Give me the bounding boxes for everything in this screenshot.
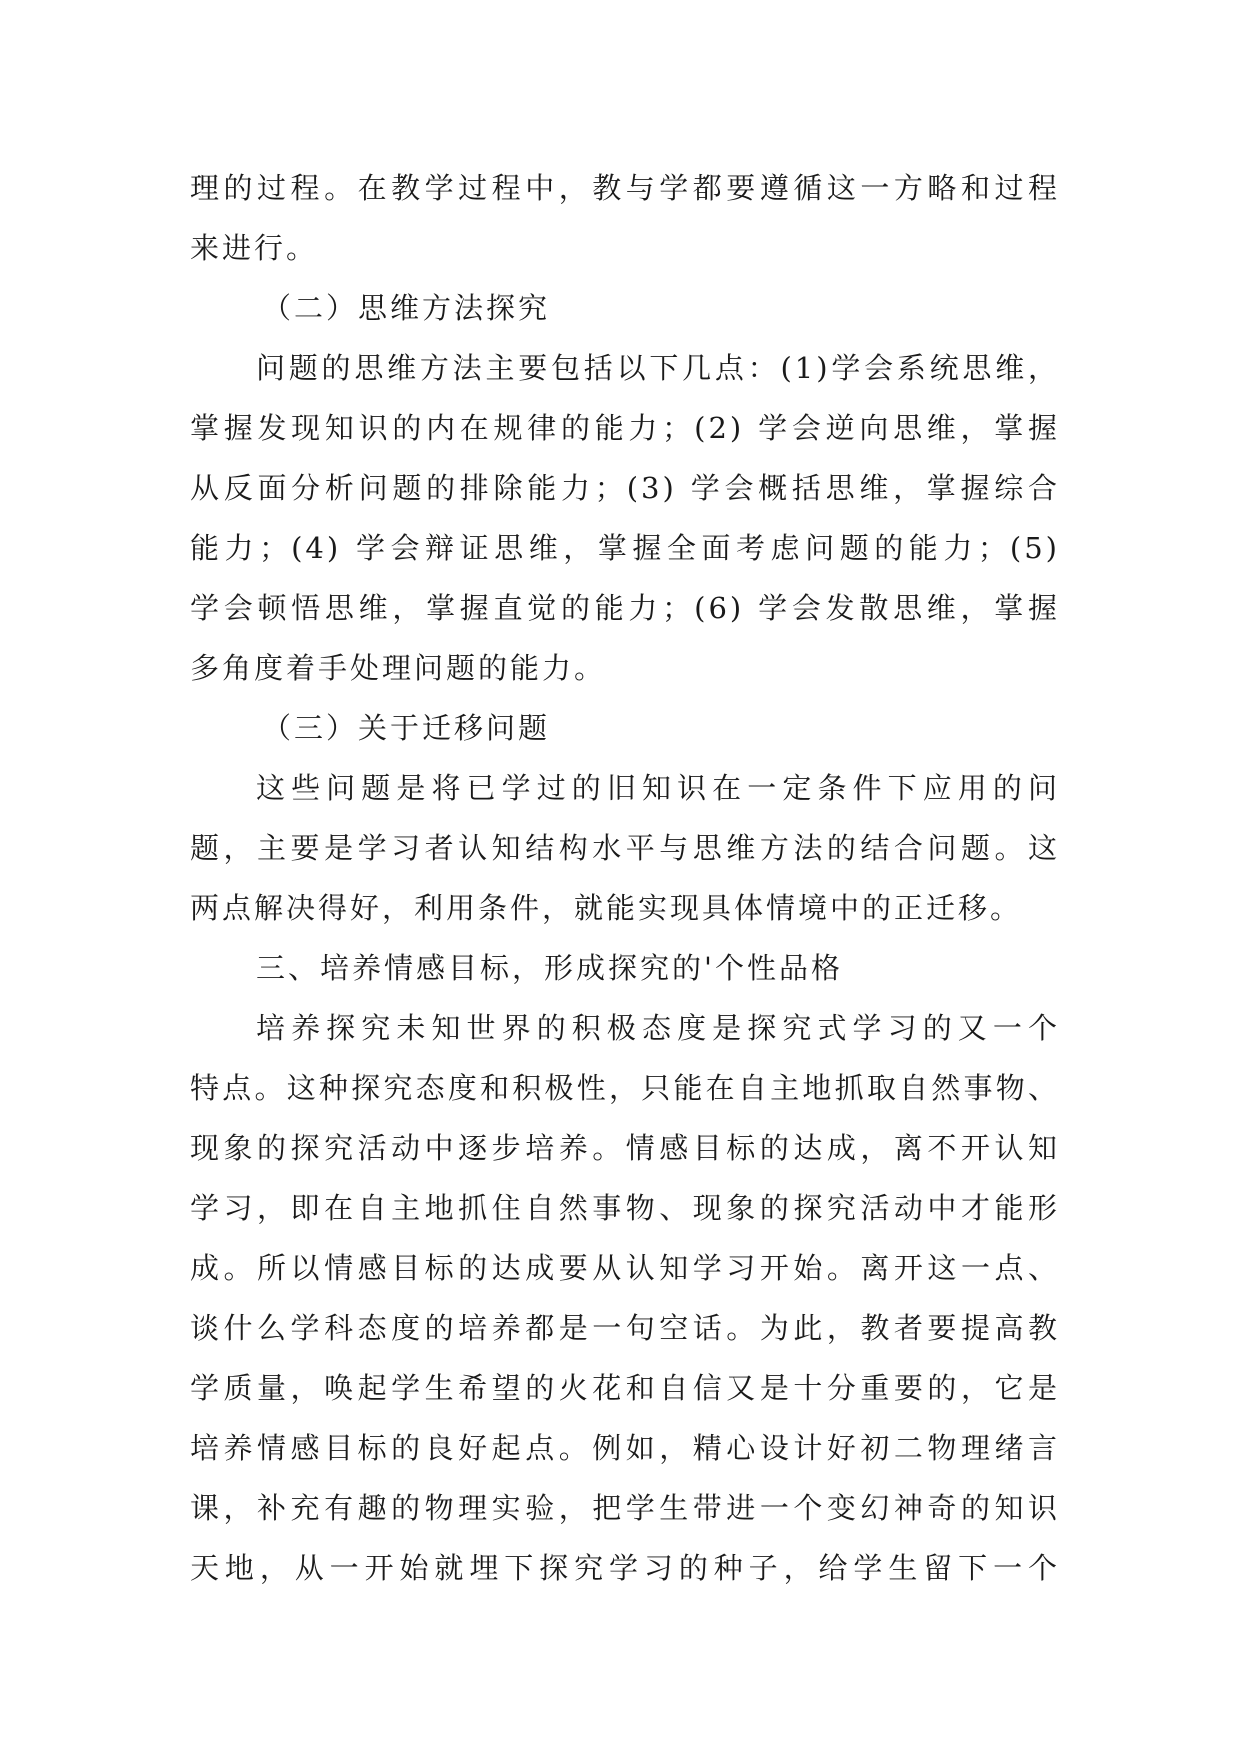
text-line: 来进行。 <box>190 231 319 265</box>
text-line: 多角度着手处理问题的能力。 <box>190 651 607 685</box>
text-line: 从反面分析问题的排除能力；(3) 学会概括思维，掌握综合 <box>190 471 1060 505</box>
text-line: 培养探究未知世界的积极态度是探究式学习的又一个 <box>256 1011 1060 1045</box>
text-line: 培养情感目标的良好起点。例如，精心设计好初二物理绪言 <box>190 1431 1060 1465</box>
text-line: 谈什么学科态度的培养都是一句空话。为此，教者要提高教 <box>190 1311 1060 1345</box>
text-line: 问题的思维方法主要包括以下几点：(1)学会系统思维， <box>256 351 1060 385</box>
text-line: 学质量，唤起学生希望的火花和自信又是十分重要的，它是 <box>190 1371 1060 1405</box>
text-line: 这些问题是将已学过的旧知识在一定条件下应用的问 <box>256 771 1060 805</box>
document-body <box>190 158 1060 1598</box>
text-line: 两点解决得好，利用条件，就能实现具体情境中的正迁移。 <box>190 891 1023 925</box>
text-line: 现象的探究活动中逐步培养。情感目标的达成，离不开认知 <box>190 1131 1060 1165</box>
text-line: 题，主要是学习者认知结构水平与思维方法的结合问题。这 <box>190 831 1060 865</box>
text-line: 学会顿悟思维，掌握直觉的能力；(6) 学会发散思维，掌握 <box>190 591 1060 625</box>
text-line: 掌握发现知识的内在规律的能力；(2) 学会逆向思维，掌握 <box>190 411 1060 445</box>
section-heading: （三）关于迁移问题 <box>262 711 551 745</box>
section-heading: （二）思维方法探究 <box>262 291 551 325</box>
section-heading: 三、培养情感目标，形成探究的'个性品格 <box>256 951 843 985</box>
text-line: 特点。这种探究态度和积极性，只能在自主地抓取自然事物、 <box>190 1071 1060 1105</box>
text-line: 学习，即在自主地抓住自然事物、现象的探究活动中才能形 <box>190 1191 1060 1225</box>
text-line: 成。所以情感目标的达成要从认知学习开始。离开这一点、 <box>190 1251 1060 1285</box>
text-line: 能力；(4) 学会辩证思维，掌握全面考虑问题的能力；(5) <box>190 531 1060 565</box>
text-line: 理的过程。在教学过程中，教与学都要遵循这一方略和过程 <box>190 171 1060 205</box>
text-line: 课，补充有趣的物理实验，把学生带进一个变幻神奇的知识 <box>190 1491 1060 1525</box>
text-line: 天地，从一开始就埋下探究学习的种子，给学生留下一个 <box>190 1551 1060 1585</box>
